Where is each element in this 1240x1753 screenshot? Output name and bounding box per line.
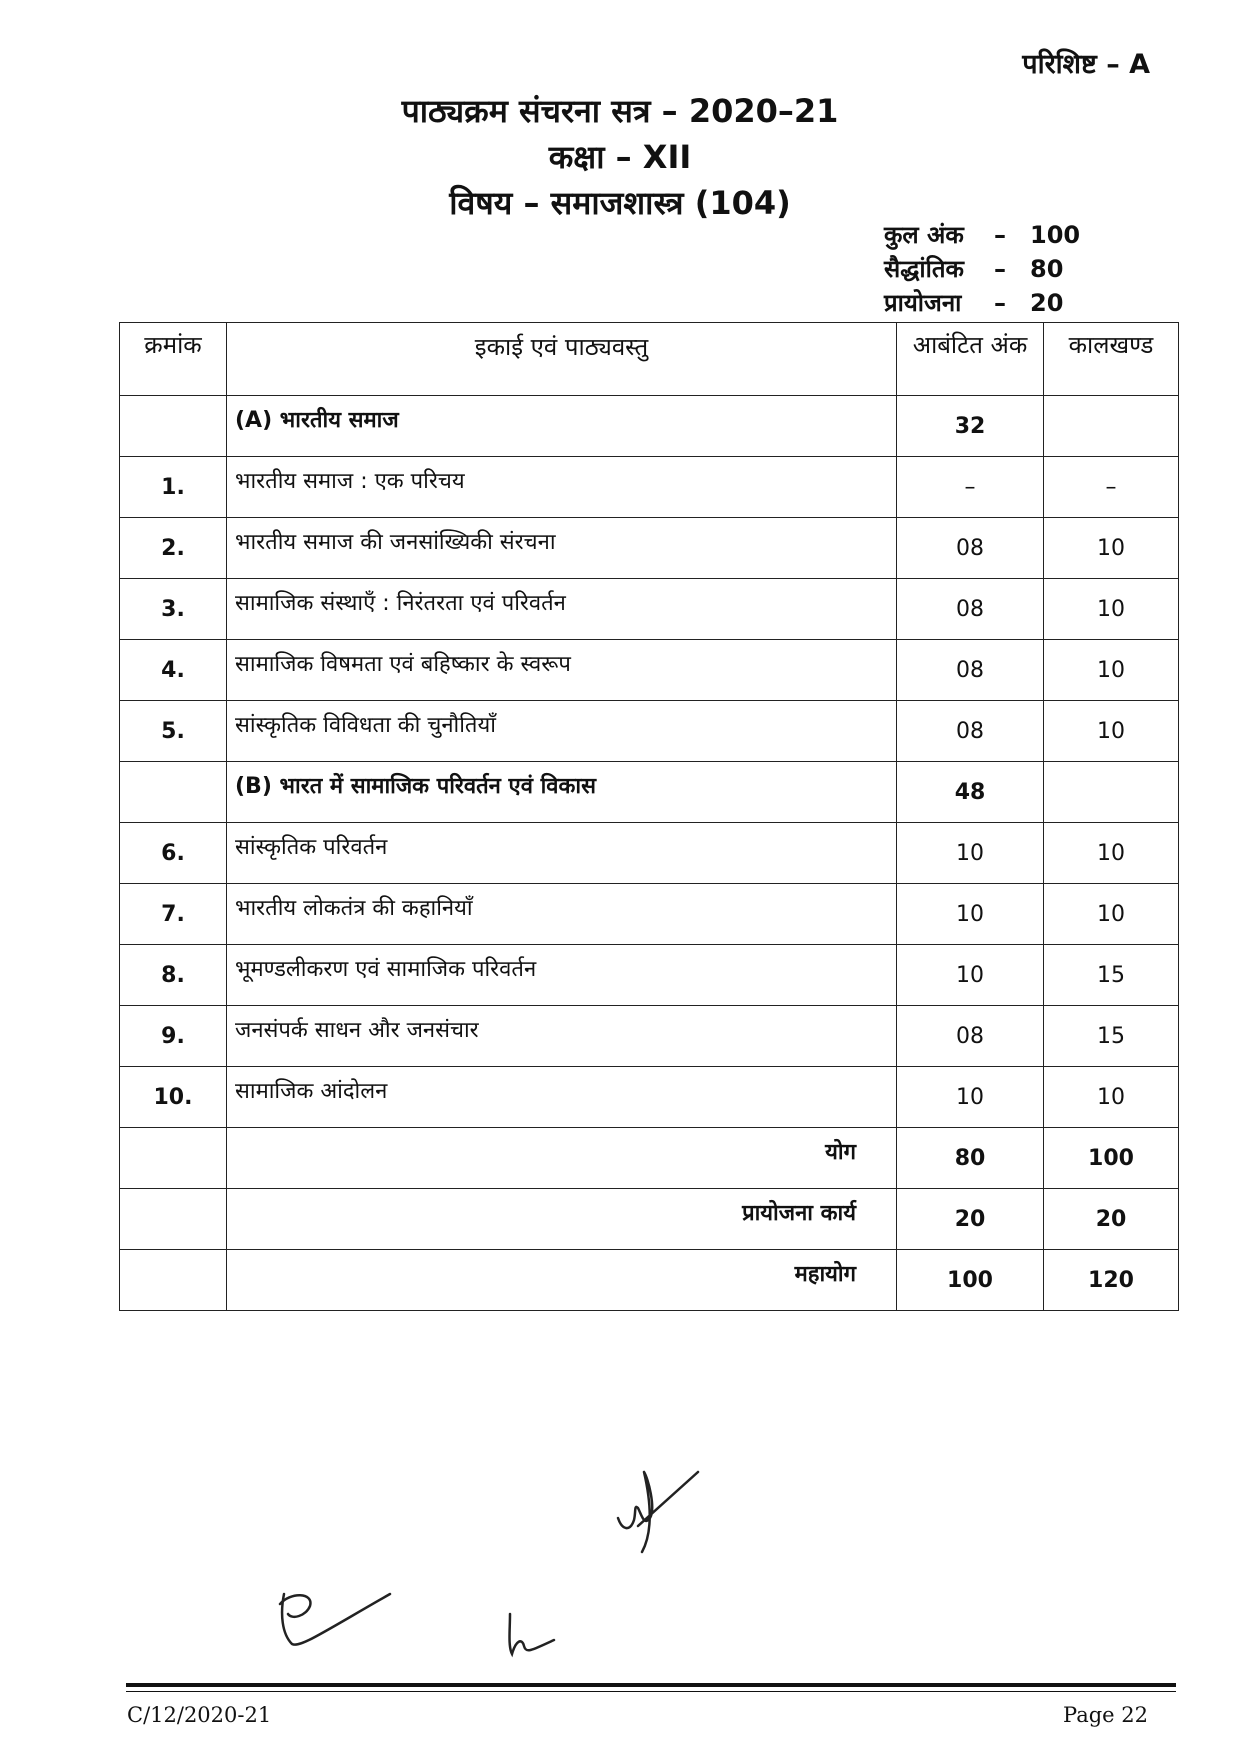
unit-cell: (A) भारतीय समाज — [227, 396, 897, 457]
table-row — [120, 1006, 1179, 1067]
document-code: C/12/2020-21 — [127, 1703, 272, 1727]
periods-cell: – — [1044, 457, 1179, 518]
class-title: कक्षा – XII — [548, 138, 692, 176]
marks-dash: – — [994, 255, 1006, 283]
unit-cell: सामाजिक संस्थाएँ : निरंतरता एवं परिवर्तन — [227, 579, 897, 640]
serial-cell: 6. — [120, 823, 227, 884]
table-row — [120, 945, 1179, 1006]
periods-cell: 10 — [1044, 884, 1179, 945]
marks-cell: 08 — [897, 579, 1044, 640]
periods-cell: 10 — [1044, 579, 1179, 640]
table-row — [120, 579, 1179, 640]
marks-cell: 48 — [897, 762, 1044, 823]
serial-cell: 4. — [120, 640, 227, 701]
total-label: प्रायोजना कार्य — [227, 1189, 897, 1250]
table-row — [120, 823, 1179, 884]
unit-cell: सांस्कृतिक परिवर्तन — [227, 823, 897, 884]
unit-cell: जनसंपर्क साधन और जनसंचार — [227, 1006, 897, 1067]
table-row — [120, 701, 1179, 762]
serial-cell: 9. — [120, 1006, 227, 1067]
header-serial: क्रमांक — [120, 323, 227, 396]
periods-cell — [1044, 396, 1179, 457]
marks-dash: – — [994, 221, 1006, 249]
marks-cell: 10 — [897, 945, 1044, 1006]
marks-cell: 10 — [897, 884, 1044, 945]
total-label: महायोग — [227, 1250, 897, 1311]
unit-cell: भारतीय लोकतंत्र की कहानियाँ — [227, 884, 897, 945]
unit-cell: सांस्कृतिक विविधता की चुनौतियाँ — [227, 701, 897, 762]
marks-total-row — [884, 218, 1080, 252]
periods-cell: 15 — [1044, 945, 1179, 1006]
periods-cell: 10 — [1044, 640, 1179, 701]
total-marks: 20 — [897, 1189, 1044, 1250]
unit-cell: सामाजिक विषमता एवं बहिष्कार के स्वरूप — [227, 640, 897, 701]
periods-cell: 10 — [1044, 701, 1179, 762]
title-block — [0, 88, 1240, 226]
marks-cell: 32 — [897, 396, 1044, 457]
serial-cell: 8. — [120, 945, 227, 1006]
marks-project-row — [884, 286, 1080, 320]
table-row — [120, 640, 1179, 701]
total-row — [120, 1189, 1179, 1250]
marks-cell: 08 — [897, 640, 1044, 701]
unit-cell: सामाजिक आंदोलन — [227, 1067, 897, 1128]
serial-cell: 10. — [120, 1067, 227, 1128]
unit-cell: भूमण्डलीकरण एवं सामाजिक परिवर्तन — [227, 945, 897, 1006]
table-row — [120, 457, 1179, 518]
unit-cell: भारतीय समाज : एक परिचय — [227, 457, 897, 518]
signature-1 — [608, 1468, 704, 1564]
periods-cell: 15 — [1044, 1006, 1179, 1067]
serial-cell — [120, 1250, 227, 1311]
header-marks: आबंटित अंक — [897, 323, 1044, 396]
marks-cell: – — [897, 457, 1044, 518]
serial-cell — [120, 1128, 227, 1189]
total-periods: 100 — [1044, 1128, 1179, 1189]
marks-label: सैद्धांतिक — [884, 255, 964, 283]
marks-theory-row — [884, 252, 1080, 286]
total-periods: 20 — [1044, 1189, 1179, 1250]
page-number: Page 22 — [1063, 1703, 1148, 1727]
total-periods: 120 — [1044, 1250, 1179, 1311]
syllabus-table — [119, 322, 1179, 1311]
table-row — [120, 1067, 1179, 1128]
serial-cell: 7. — [120, 884, 227, 945]
total-label: योग — [227, 1128, 897, 1189]
session-title: पाठ्यक्रम संचरना सत्र – 2020–21 — [401, 92, 839, 130]
header-unit: इकाई एवं पाठ्यवस्तु — [227, 323, 897, 396]
marks-cell: 10 — [897, 1067, 1044, 1128]
marks-cell: 08 — [897, 701, 1044, 762]
serial-cell: 5. — [120, 701, 227, 762]
total-row — [120, 1250, 1179, 1311]
signature-3 — [502, 1610, 562, 1660]
serial-cell — [120, 396, 227, 457]
periods-cell — [1044, 762, 1179, 823]
total-marks: 80 — [897, 1128, 1044, 1189]
serial-cell: 3. — [120, 579, 227, 640]
footer-rule-thick — [126, 1683, 1176, 1687]
table-header-row — [120, 323, 1179, 396]
signature-2 — [270, 1584, 400, 1654]
total-marks: 100 — [897, 1250, 1044, 1311]
header-periods: कालखण्ड — [1044, 323, 1179, 396]
total-row — [120, 1128, 1179, 1189]
serial-cell: 1. — [120, 457, 227, 518]
marks-value: 80 — [1030, 255, 1064, 283]
periods-cell: 10 — [1044, 518, 1179, 579]
periods-cell: 10 — [1044, 823, 1179, 884]
marks-cell: 08 — [897, 518, 1044, 579]
periods-cell: 10 — [1044, 1067, 1179, 1128]
serial-cell — [120, 1189, 227, 1250]
marks-cell: 08 — [897, 1006, 1044, 1067]
serial-cell: 2. — [120, 518, 227, 579]
table-row — [120, 762, 1179, 823]
marks-label: कुल अंक — [884, 221, 964, 249]
marks-value: 20 — [1030, 289, 1064, 317]
footer-rule-thin — [126, 1691, 1176, 1692]
appendix-label: परिशिष्ट – A — [1022, 49, 1150, 80]
marks-value: 100 — [1030, 221, 1081, 249]
subject-title: विषय – समाजशास्त्र (104) — [449, 184, 791, 222]
marks-cell: 10 — [897, 823, 1044, 884]
unit-cell: भारतीय समाज की जनसांख्यिकी संरचना — [227, 518, 897, 579]
marks-summary — [884, 218, 1080, 320]
serial-cell — [120, 762, 227, 823]
unit-cell: (B) भारत में सामाजिक परिवर्तन एवं विकास — [227, 762, 897, 823]
marks-label: प्रायोजना — [884, 289, 962, 317]
table-row — [120, 884, 1179, 945]
table-row — [120, 518, 1179, 579]
table-row — [120, 396, 1179, 457]
marks-dash: – — [994, 289, 1006, 317]
